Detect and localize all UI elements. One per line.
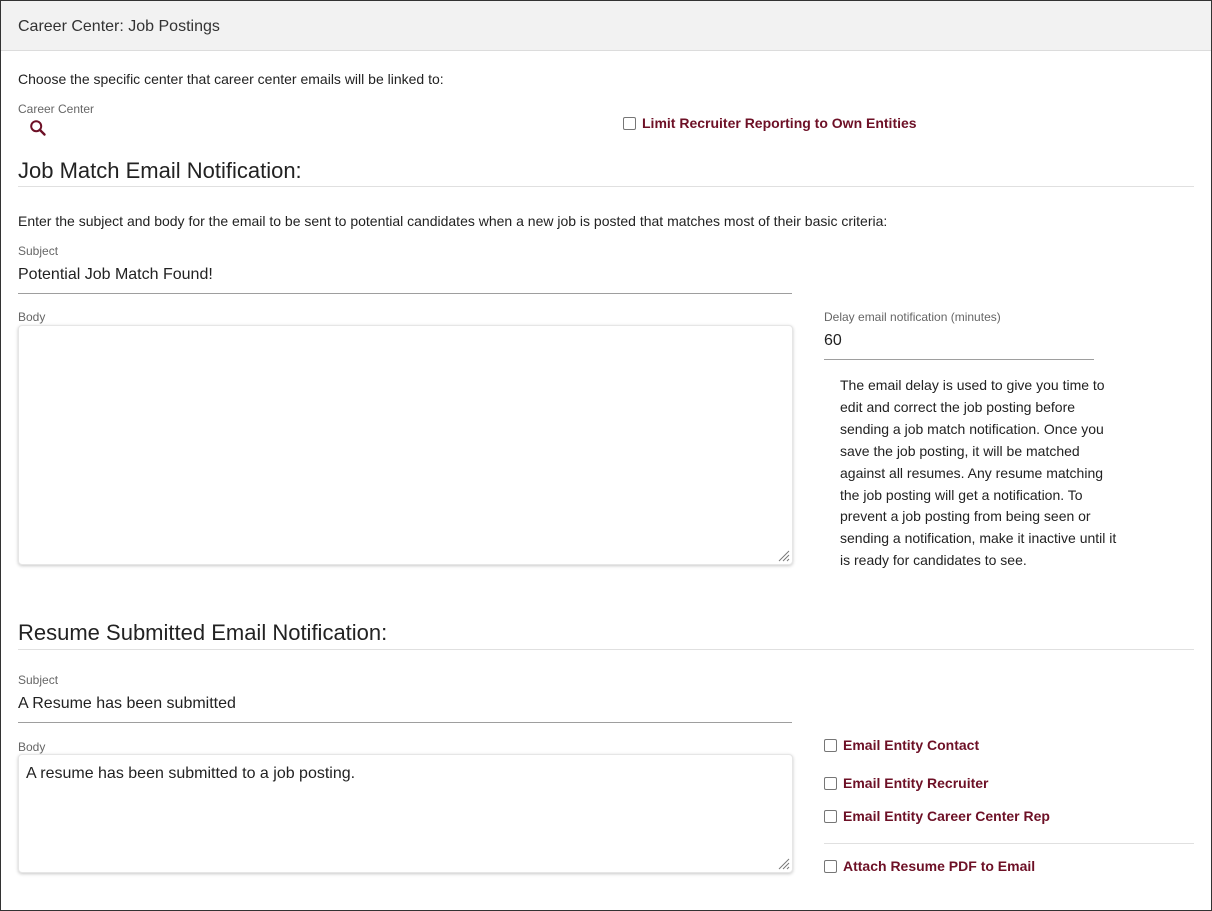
job-match-section-title: Job Match Email Notification: — [18, 158, 302, 183]
email-entity-contact-label: Email Entity Contact — [843, 737, 980, 753]
panel-header — [1, 1, 1211, 51]
delay-help-text: The email delay is used to give you time to edit and correct the job posting before sending a job match notification. Once you save the job posting, it will be matched against all resumes. Any resume matching the job posting will get a notification. To prevent a job posting from being seen or sending a notification, make it inactive until it is ready for candidates to see. — [840, 377, 1117, 569]
job-match-body-textarea[interactable] — [18, 325, 793, 565]
options-divider — [824, 843, 1194, 844]
email-entity-career-center-rep-checkbox[interactable] — [824, 808, 1050, 824]
checkbox-box[interactable] — [824, 860, 837, 873]
resume-submitted-section-title: Resume Submitted Email Notification: — [18, 620, 388, 645]
career-center-intro-text: Choose the specific center that career center emails will be linked to: — [18, 71, 444, 87]
delay-notification-label: Delay email notification (minutes) — [824, 310, 1001, 324]
attach-resume-pdf-label: Attach Resume PDF to Email — [843, 858, 1036, 874]
resume-subject-input[interactable] — [18, 691, 792, 723]
checkbox-box[interactable] — [623, 117, 636, 130]
section-divider — [18, 186, 1194, 187]
resume-body-value: A resume has been submitted to a job posting. — [26, 765, 356, 782]
job-match-description: Enter the subject and body for the email to be sent to potential candidates when a new job is posted that matches most of their basic criteria: — [18, 213, 888, 229]
resume-subject-label: Subject — [18, 673, 59, 687]
delay-notification-input[interactable] — [824, 328, 1094, 360]
job-match-body-label: Body — [18, 310, 46, 324]
checkbox-box[interactable] — [824, 810, 837, 823]
job-match-subject-value: Potential Job Match Found! — [18, 266, 213, 283]
limit-recruiter-checkbox[interactable] — [623, 115, 917, 131]
resume-body-label: Body — [18, 740, 46, 754]
email-entity-career-center-rep-label: Email Entity Career Center Rep — [843, 808, 1050, 824]
checkbox-box[interactable] — [824, 777, 837, 790]
resume-body-textarea[interactable] — [18, 754, 793, 873]
career-center-label: Career Center — [18, 102, 95, 116]
checkbox-box[interactable] — [824, 739, 837, 752]
attach-resume-pdf-checkbox[interactable] — [824, 858, 1035, 874]
section-divider — [18, 649, 1194, 650]
email-entity-recruiter-label: Email Entity Recruiter — [843, 775, 989, 791]
email-entity-recruiter-checkbox[interactable] — [824, 775, 989, 791]
resize-grip-icon[interactable] — [778, 858, 790, 870]
limit-recruiter-label: Limit Recruiter Reporting to Own Entities — [642, 115, 917, 131]
email-entity-contact-checkbox[interactable] — [824, 737, 979, 753]
delay-notification-value: 60 — [824, 332, 842, 349]
page-title: Career Center: Job Postings — [18, 18, 220, 35]
search-icon[interactable] — [29, 119, 47, 137]
job-match-subject-input[interactable] — [18, 262, 792, 294]
resume-subject-value: A Resume has been submitted — [18, 695, 236, 712]
job-match-subject-label: Subject — [18, 244, 59, 258]
resize-grip-icon[interactable] — [778, 550, 790, 562]
